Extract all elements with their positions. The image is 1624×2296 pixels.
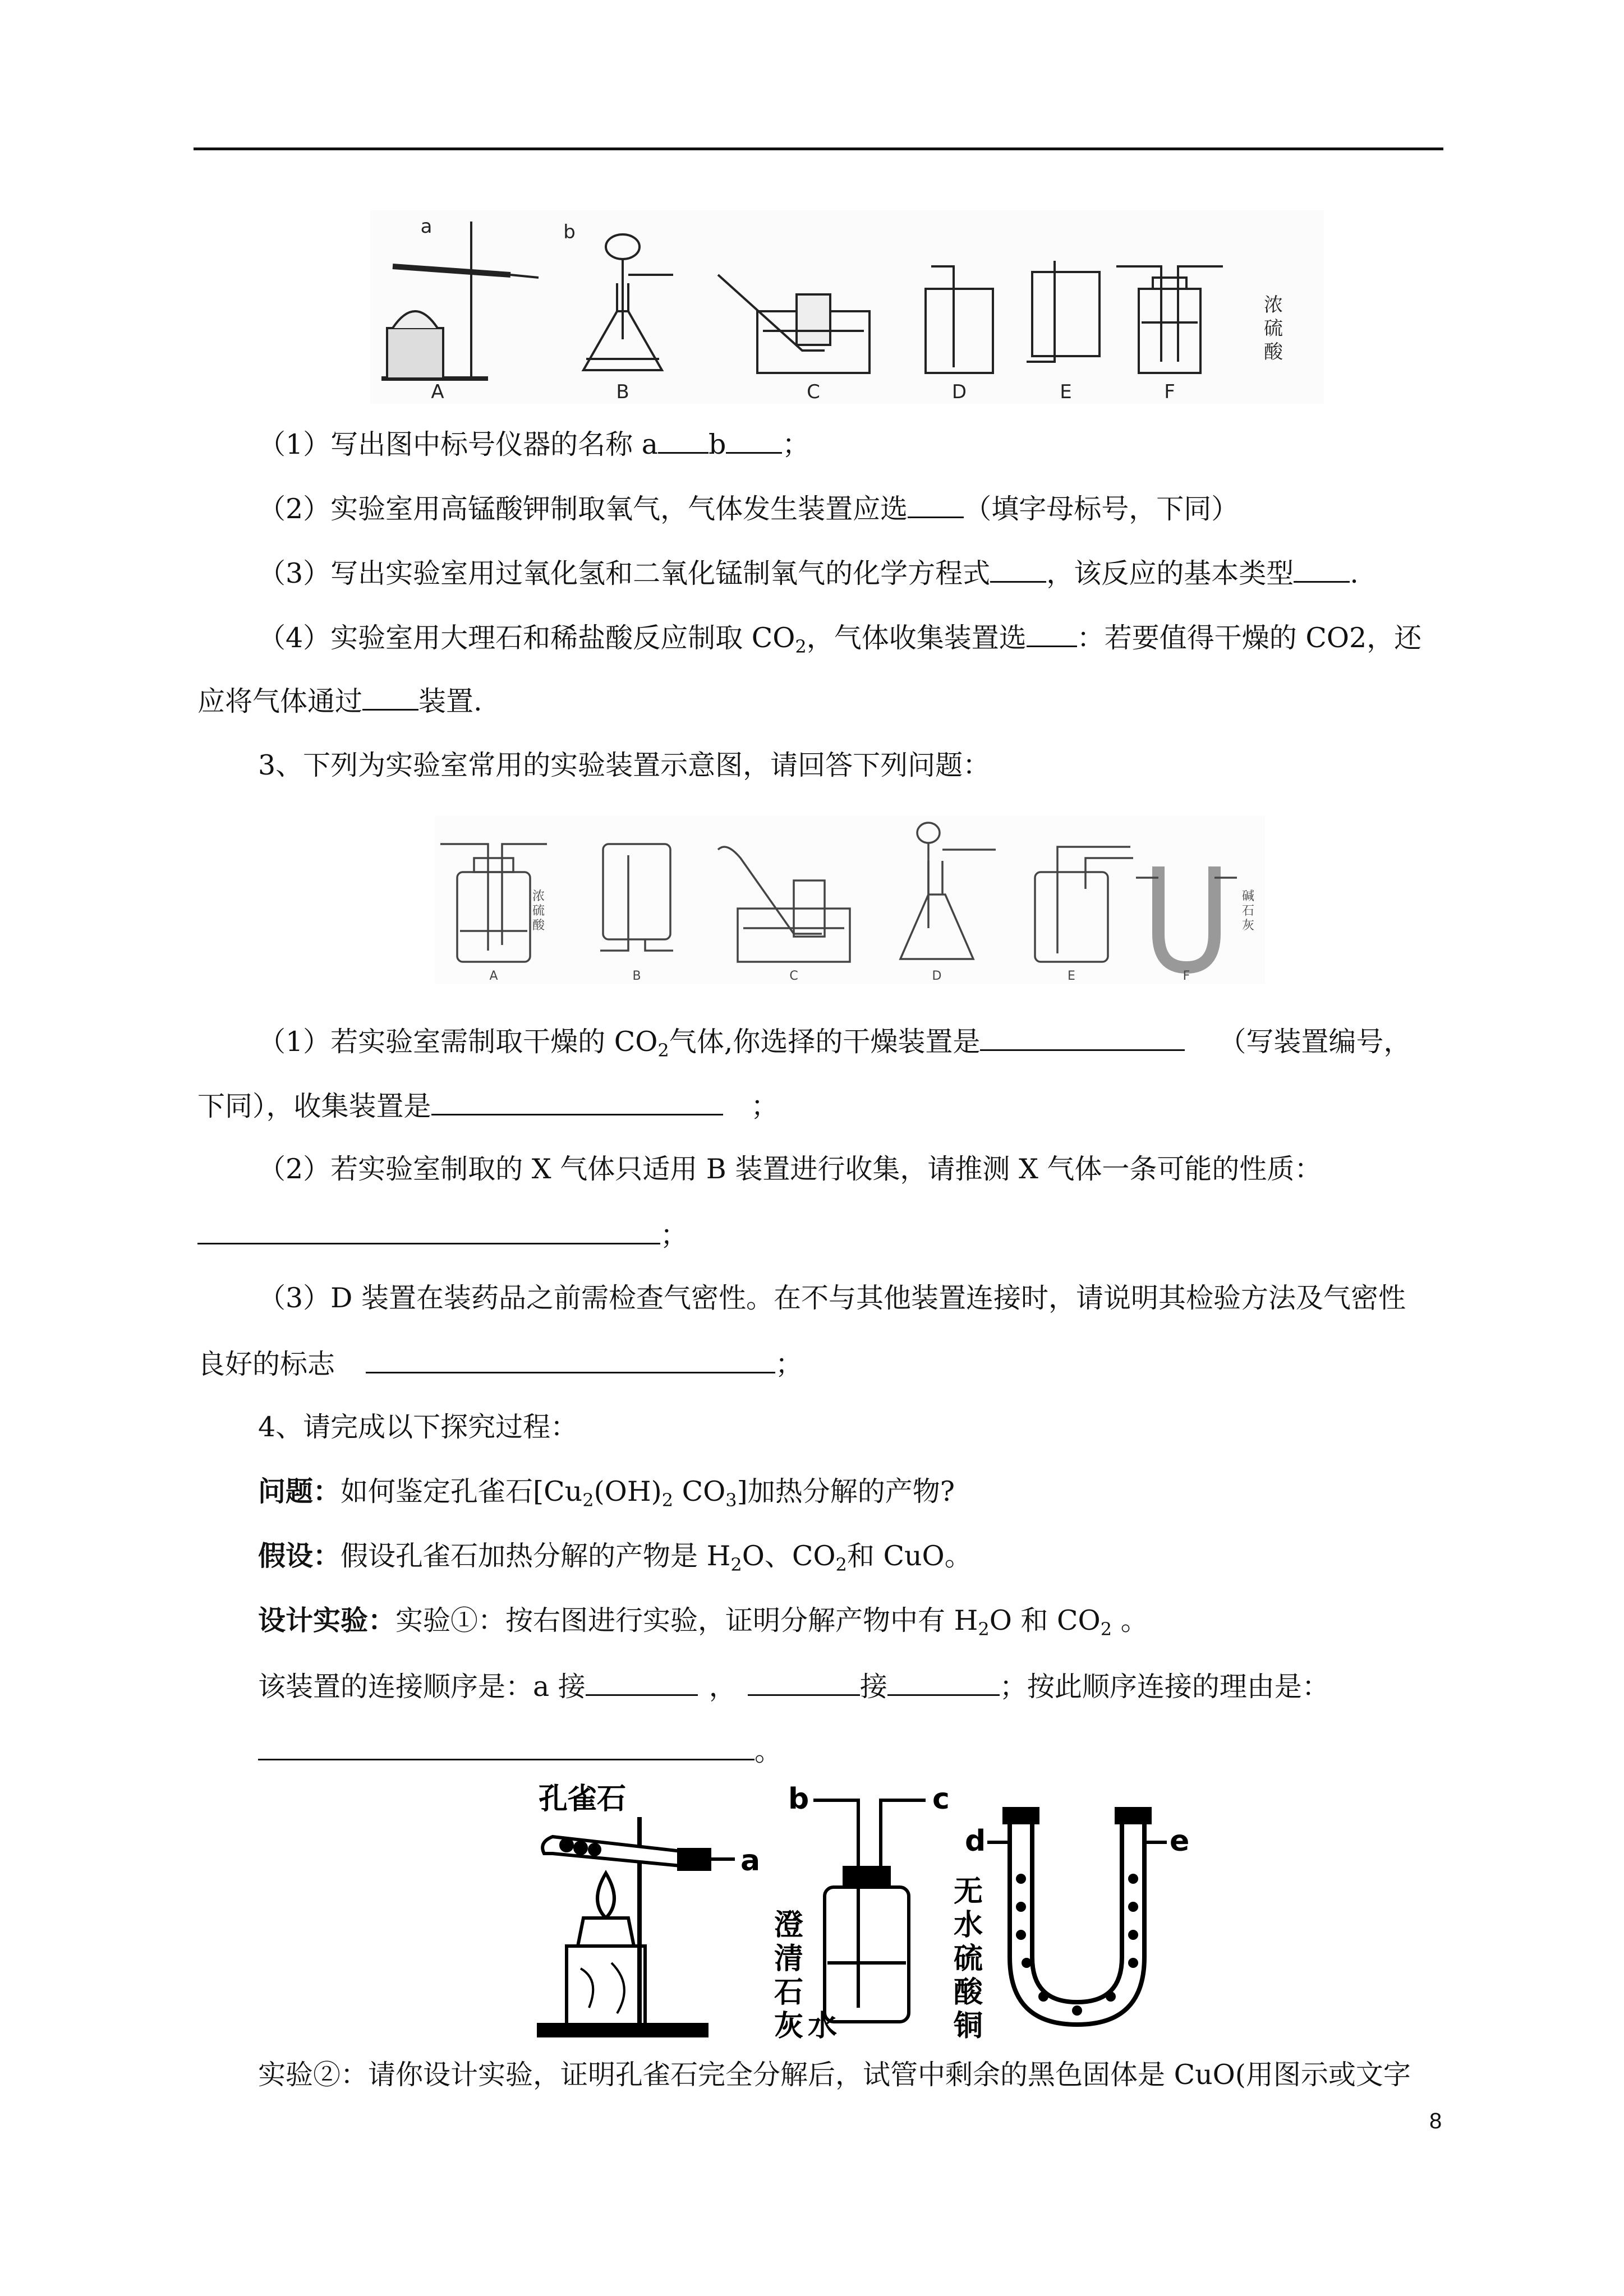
label-cuso4: 酸	[954, 1976, 983, 2009]
answer-blank[interactable]	[362, 683, 418, 711]
answer-blank[interactable]	[586, 1668, 698, 1696]
label-limewater: 石	[774, 1976, 804, 2009]
port-d-label: d	[965, 1824, 986, 1858]
label-limewater: 灰	[774, 2009, 804, 2041]
port-a-label: a	[740, 1844, 761, 1878]
fig1-callout-b: b	[563, 221, 576, 243]
label-cuso4: 无	[954, 1875, 983, 1908]
page-number: 8	[1429, 2109, 1442, 2133]
q3-part1-line2: 下同），收集装置是 ；	[197, 1088, 779, 1123]
answer-blank[interactable]	[748, 1668, 860, 1696]
answer-blank[interactable]	[1027, 620, 1077, 647]
apparatus-figure-1	[370, 210, 1324, 404]
answer-blank[interactable]	[658, 426, 709, 454]
fig1-label-c: C	[807, 381, 820, 403]
fig2-label-e: E	[1068, 969, 1075, 983]
fig1-label-d: D	[951, 381, 967, 403]
fig1-label-f: F	[1164, 381, 1175, 403]
q3-part3: （3）D 装置在装药品之前需检查气密性。在不与其他装置连接时，请说明其检验方法及气密性	[258, 1282, 1406, 1314]
fig2-reagent-a-char: 酸	[532, 919, 545, 933]
fig1-label-a: A	[431, 381, 444, 403]
q4-experiment-2: 实验②：请你设计实验，证明孔雀石完全分解后，试管中剩余的黑色固体是 CuO(用图示或文字	[258, 2059, 1411, 2091]
q2-part2: （2）实验室用高锰酸钾制取氧气，气体发生装置应选 （填字母标号，下同）	[258, 491, 1239, 526]
answer-blank[interactable]	[726, 426, 782, 454]
apparatus-figure-2	[435, 816, 1265, 984]
header-rule	[194, 147, 1443, 150]
fig1-reagent-char: 酸	[1264, 341, 1283, 363]
q4-order: 该装置的连接顺序是：a 接 ， 接 ；按此顺序连接的理由是：	[258, 1668, 1329, 1704]
label-cuso4: 硫	[954, 1942, 983, 1976]
q2-part1: （1）写出图中标号仪器的名称 a b ；	[258, 426, 809, 462]
answer-blank[interactable]	[980, 1023, 1185, 1051]
fig2-reagent-a-char: 浓	[532, 889, 545, 903]
fig1-label-e: E	[1060, 381, 1072, 403]
label-malachite: 孔雀石	[539, 1782, 627, 1816]
answer-blank[interactable]	[431, 1088, 723, 1115]
q4-order-line2: 。	[258, 1733, 782, 1768]
answer-blank[interactable]	[990, 555, 1046, 583]
fig2-reagent-a-char: 硫	[532, 904, 545, 918]
label-cuso4: 铜	[954, 2009, 983, 2041]
answer-blank[interactable]	[887, 1668, 1000, 1696]
answer-blank[interactable]	[197, 1217, 660, 1244]
q2-part4-line2: 应将气体通过 装置.	[197, 683, 482, 718]
q3-part1: （1）若实验室需制取干燥的 $CO_2$气体,你选择的干燥装置是 （写装置编号，	[258, 1023, 1411, 1059]
label-cuso4: 水	[954, 1908, 983, 1942]
fig2-label-c: C	[789, 969, 798, 983]
answer-blank[interactable]	[366, 1346, 775, 1373]
q4-hypothesis: 假设：假设孔雀石加热分解的产物是 $H_2O$、$CO_2$和 CuO。	[258, 1540, 972, 1575]
answer-blank[interactable]	[258, 1733, 755, 1760]
fig2-label-a: A	[489, 969, 498, 983]
fig2-label-d: D	[932, 969, 942, 983]
fig2-reagent-f-char: 石	[1241, 904, 1255, 918]
fig1-reagent-char: 硫	[1264, 317, 1283, 340]
port-b-label: b	[788, 1782, 809, 1816]
fig1-label-b: B	[616, 381, 629, 403]
fig2-reagent-f-char: 碱	[1241, 889, 1255, 903]
q4-design: 设计实验：实验①：按右图进行实验，证明分解产物中有 $H_2O$ 和 $CO_2$ 。	[258, 1605, 1148, 1640]
q2-part4: （4）实验室用大理石和稀盐酸反应制取 $CO_2$，气体收集装置选 ：若要值得干燥的 CO2，还	[258, 620, 1421, 655]
fig2-label-b: B	[632, 969, 641, 983]
q3-part3-line2: 良好的标志 ；	[197, 1346, 803, 1381]
q3-title: 3、下列为实验室常用的实验装置示意图，请回答下列问题：	[258, 749, 991, 781]
q3-part2: （2）若实验室制取的 X 气体只适用 B 装置进行收集，请推测 X 气体一条可能的性质：	[258, 1153, 1322, 1185]
fig2-label-f: F	[1183, 969, 1190, 983]
q4-question: 问题：如何鉴定孔雀石[$Cu_2(OH)_2$ $CO_3$]加热分解的产物?	[258, 1476, 955, 1511]
answer-blank[interactable]	[1294, 555, 1350, 583]
label-limewater: 澄	[774, 1908, 804, 1942]
port-c-label: c	[932, 1782, 950, 1816]
answer-blank[interactable]	[908, 491, 964, 518]
q4-title: 4、请完成以下探究过程：	[258, 1411, 578, 1443]
malachite-apparatus-figure	[527, 1778, 1189, 2041]
label-limewater: 清	[774, 1942, 804, 1976]
label-limewater: 水	[808, 2009, 838, 2041]
q2-part3: （3）写出实验室用过氧化氢和二氧化锰制氧气的化学方程式 ，该反应的基本类型 .	[258, 555, 1359, 591]
q3-part2-line2: ；	[197, 1217, 688, 1252]
fig2-reagent-f-char: 灰	[1241, 919, 1255, 933]
port-e-label: e	[1170, 1824, 1189, 1858]
fig1-callout-a: a	[420, 215, 433, 238]
fig1-reagent-char: 浓	[1264, 294, 1283, 316]
